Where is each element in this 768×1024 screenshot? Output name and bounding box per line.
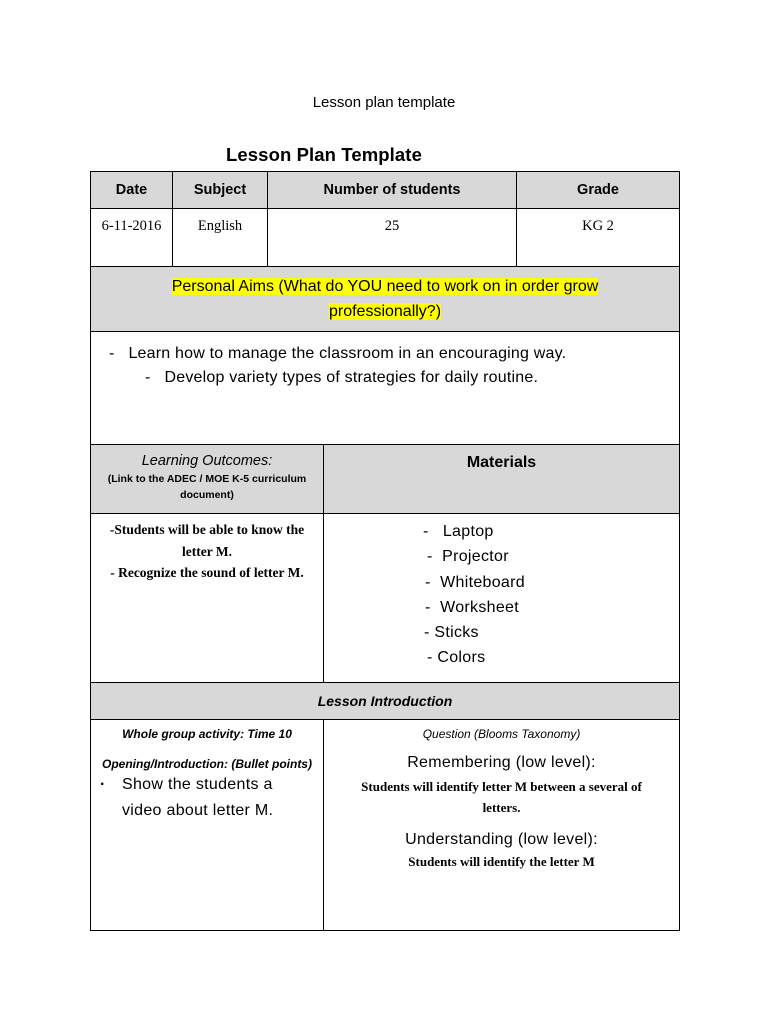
remembering-title: Remembering (low level): [407,754,596,771]
students-header: Number of students [268,172,517,209]
remembering-description [324,776,679,818]
learning-outcomes-subtitle-line2: document) [180,489,234,501]
bullet-dot: · [100,776,106,793]
lesson-intro-body-row [91,720,680,931]
outcomes-body-row [91,514,680,683]
learning-outcomes-heading [91,445,324,514]
lesson-introduction-heading: Lesson Introduction [91,683,680,720]
page-header: Lesson plan template [312,94,456,111]
understanding-description: Students will identify the letter M [408,854,595,869]
materials-item: - Colors [427,649,486,667]
personal-aims-list [91,332,680,445]
personal-aims-heading-line1: Personal Aims (What do YOU need to work on in order grow [171,278,599,295]
materials-item: - Sticks [424,624,479,642]
personal-aims-body-row [91,332,680,445]
learning-outcomes-subtitle [91,471,323,503]
learning-outcome-item: -Students will be able to know the [109,522,305,537]
materials-title: Materials [466,454,537,471]
materials-item: - Projector [427,548,509,566]
personal-aims-heading [91,267,680,332]
whole-group-cell [91,720,324,931]
materials-item: - Worksheet [425,598,519,616]
document-title: Lesson Plan Template [226,144,422,165]
students-value-cell [268,209,517,267]
personal-aims-header-row [91,267,680,332]
learning-outcomes-list [91,514,324,683]
materials-item: - Whiteboard [425,573,525,591]
materials-item: - Laptop [423,523,494,540]
intro-bullet-line1: Show the students a [122,776,273,793]
grade-value: KG 2 [582,218,614,234]
info-header-row [91,172,680,209]
materials-list [324,514,680,683]
personal-aim-item: - Learn how to manage the classroom in an encouraging way. [109,345,567,362]
students-value: 25 [384,218,400,234]
intro-bullet-line2: video about letter M. [122,802,274,819]
learning-outcomes-title: Learning Outcomes: [141,453,273,469]
subject-value-cell [173,209,268,267]
subject-header: Subject [173,172,268,209]
learning-outcome-item: - Recognize the sound of letter M. [110,565,304,580]
outcomes-header-row [91,445,680,514]
date-value-cell [91,209,173,267]
subject-value: English [197,218,243,234]
lesson-plan-table [90,171,680,931]
personal-aim-item: - Develop variety types of strategies for daily routine. [145,369,539,386]
intro-bullet-item [91,772,323,798]
whole-group-activity: Whole group activity: Time 10 [122,727,292,741]
remembering-line2: letters. [482,800,521,815]
info-value-row [91,209,680,267]
personal-aims-heading-line2: professionally?) [328,303,442,320]
grade-header: Grade [517,172,680,209]
learning-outcome-item: letter M. [182,543,232,559]
lesson-intro-header-row [91,683,680,720]
understanding-title: Understanding (low level): [405,831,598,848]
remembering-line1: Students will identify letter M between a several of [361,779,642,794]
date-value: 6-11-2016 [101,218,162,234]
date-header: Date [91,172,173,209]
question-title: Question (Blooms Taxonomy) [422,727,581,741]
materials-heading [324,445,680,514]
grade-value-cell [517,209,680,267]
opening-introduction: Opening/Introduction: (Bullet points) [102,757,312,771]
questions-cell [324,720,680,931]
learning-outcomes-subtitle-line1: (Link to the ADEC / MOE K-5 curriculum [107,473,307,485]
